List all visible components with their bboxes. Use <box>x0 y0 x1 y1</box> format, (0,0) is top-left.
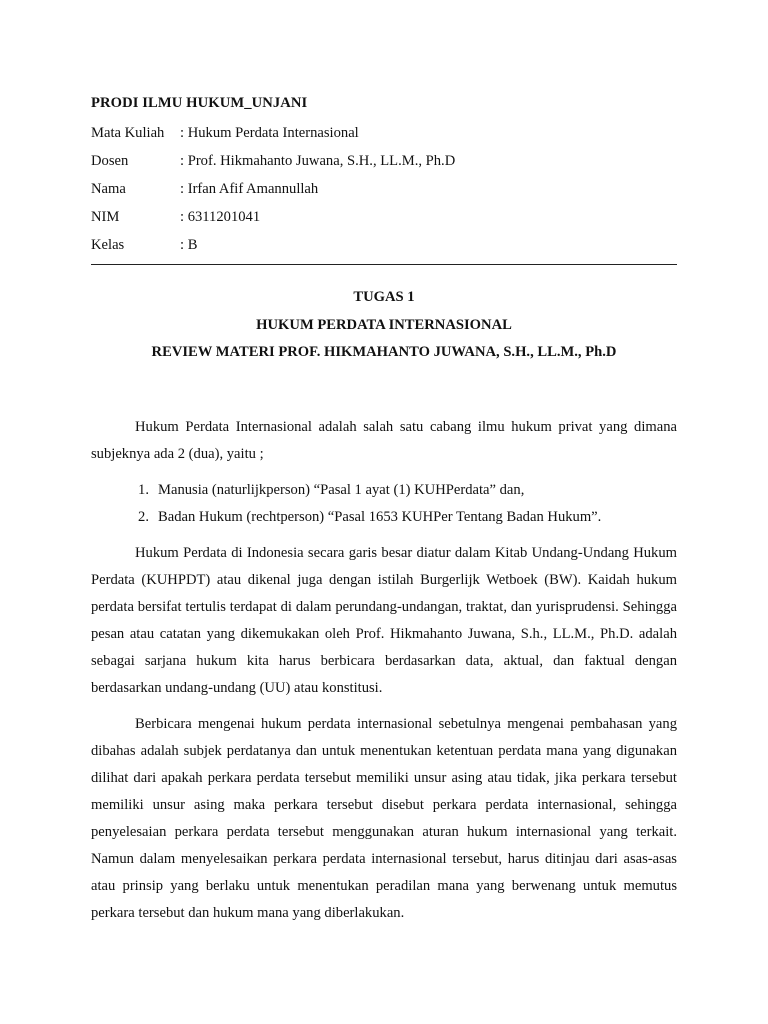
header-divider <box>91 264 677 265</box>
list-number: 1. <box>138 481 149 498</box>
meta-row-course <box>91 119 677 147</box>
list-item <box>91 504 677 531</box>
meta-label: Dosen <box>91 153 129 169</box>
meta-row-lecturer <box>91 147 677 175</box>
meta-value: : Prof. Hikmahanto Juwana, S.H., LL.M., Ph.D <box>180 153 456 169</box>
meta-row-name <box>91 175 677 203</box>
meta-row-nim <box>91 203 677 231</box>
meta-row-class <box>91 231 677 259</box>
meta-label: Mata Kuliah <box>91 125 165 141</box>
meta-label: Nama <box>91 181 126 197</box>
document-titles <box>91 287 677 370</box>
meta-label: Kelas <box>91 237 125 253</box>
paragraph-intro: Hukum Perdata Internasional adalah salah satu cabang ilmu hukum privat yang dimana subjeknya ada 2 (dua), yaitu ; <box>91 418 677 462</box>
paragraph-international: Berbicara mengenai hukum perdata internasional sebetulnya mengenai pembahasan yang dibahas adalah subjek perdatanya dan untuk menentukan ketentuan perdata mana yang digunakan dilihat dari apakah perkara perdata tersebut memiliki unsur asing atau tidak, jika perkara tersebut memiliki unsur asing maka perkara tersebut disebut perkara perdata internasional, sehingga penyelesaian perkara perdata tersebut menggunakan aturan hukum internasional yang terkait. Namun dalam menyelesaikan perkara perdata internasional tersebut, harus ditinjau dari asas-asas atau prinsip yang berlaku untuk menentukan peradilan mana yang berwenang untuk memutus perkara tersebut dan hukum mana yang diberlakukan. <box>91 715 677 921</box>
subject-list <box>91 477 677 531</box>
meta-value: : Irfan Afif Amannullah <box>180 181 319 197</box>
review-title: REVIEW MATERI PROF. HIKMAHANTO JUWANA, S.H., LL.M., Ph.D <box>151 344 617 360</box>
assignment-title: TUGAS 1 <box>353 289 415 305</box>
list-number: 2. <box>138 508 149 525</box>
meta-value: : 6311201041 <box>180 209 261 225</box>
meta-value: : B <box>180 237 198 253</box>
document-page <box>91 93 677 936</box>
subject-title: HUKUM PERDATA INTERNASIONAL <box>256 316 512 333</box>
list-text: Badan Hukum (rechtperson) “Pasal 1653 KUHPer Tentang Badan Hukum”. <box>158 508 602 525</box>
paragraph-civil-law: Hukum Perdata di Indonesia secara garis besar diatur dalam Kitab Undang-Undang Hukum Perdata (KUHPDT) atau dikenal juga dengan istilah Burgerlijk Wetboek (BW). Kaidah hukum perdata bersifat tertulis terdapat di dalam perundang-undangan, traktat, dan yurisprudensi. Sehingga pesan atau catatan yang dikemukakan oleh Prof. Hikmahanto Juwana, S.h., LL.M., Ph.D. adalah sebagai sarjana hukum kita harus berbicara berdasarkan data, aktual, dan faktual dengan berdasarkan undang-undang (UU) atau konstitusi. <box>91 544 677 696</box>
meta-value: : Hukum Perdata Internasional <box>180 125 359 141</box>
institution-title: PRODI ILMU HUKUM_UNJANI <box>91 95 308 111</box>
document-body <box>91 414 677 927</box>
list-text: Manusia (naturlijkperson) “Pasal 1 ayat (1) KUHPerdata” dan, <box>158 481 525 498</box>
list-item <box>91 477 677 504</box>
meta-label: NIM <box>91 209 120 225</box>
